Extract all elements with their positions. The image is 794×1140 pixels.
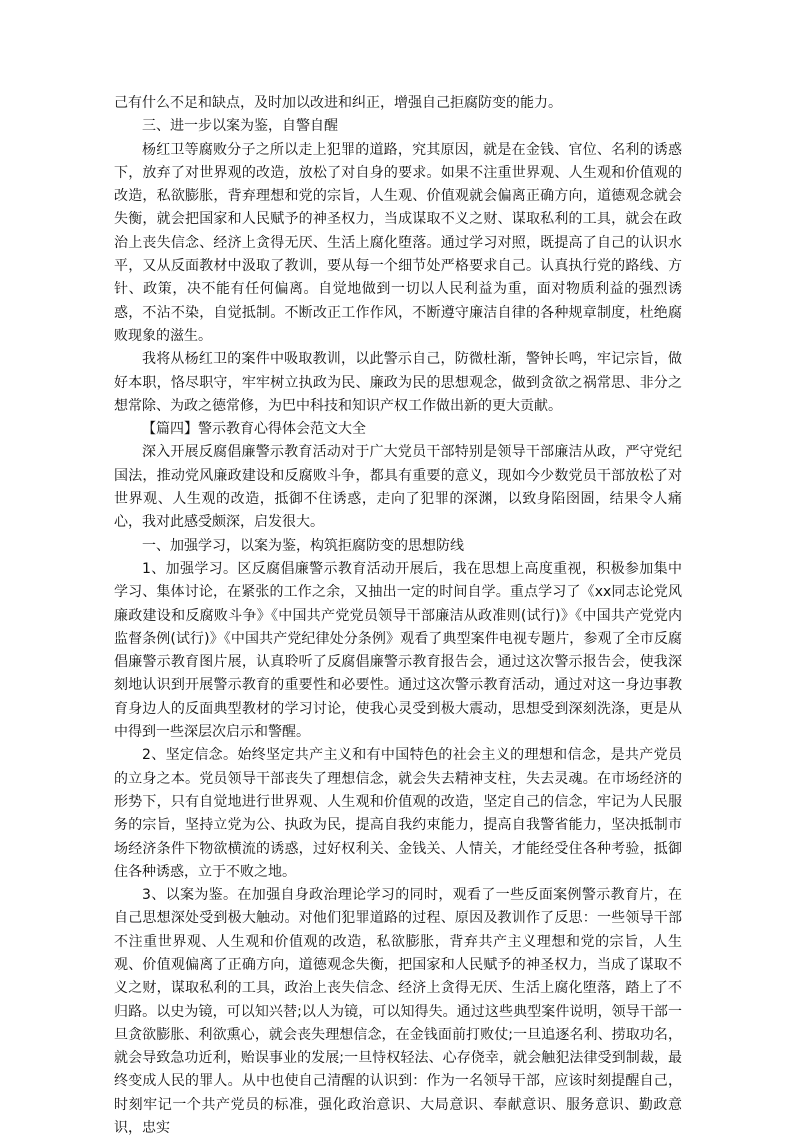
document-body — [114, 92, 682, 1140]
paragraph-7: 3、以案为鉴。在加强自身政治理论学习的同时，观看了一些反面案例警示教育片，在自己思想深处受到极大触动。对他们犯罪道路的过程、原因及教训作了反思：一些领导干部不注重世界观、人生观和价值观的改造，私欲膨胀，背弃共产主义理想和党的宗旨，人生观、价值观偏离了正确方向，道德观念失衡，把国家和人民赋予的神圣权力，当成了谋取不义之财，谋取私利的工具，政治上丧失信念、经济上贪得无厌、生活上腐化堕落，踏上了不归路。以史为镜，可以知兴替;以人为镜，可以知得失。通过这些典型案件说明，领导干部一旦贪欲膨胀、利欲熏心，就会丧失理想信念，在金钱面前打败仗;一旦追逐名利、捞取功名，就会导致急功近利，贻误事业的发展;一旦恃权轻法、心存侥幸，就会触犯法律受到制裁，最终变成人民的罪人。从中也使自己清醒的认识到：作为一名领导干部，应该时刻提醒自己，时刻牢记一个共产党员的标准，强化政治意识、大局意识、奉献意识、服务意识、勤政意识，忠实 — [114, 887, 682, 1137]
paragraph-4: 深入开展反腐倡廉警示教育活动对于广大党员干部特别是领导干部廉洁从政，严守党纪国法，推动党风廉政建设和反腐败斗争，都具有重要的意义，现如今少数党员干部放松了对世界观、人生观的改造，抵御不住诱惑，走向了犯罪的深渊，以致身陷囹圄，结果令人痛心，我对此感受颇深，启发很大。 — [114, 444, 682, 531]
paragraph-2: 杨红卫等腐败分子之所以走上犯罪的道路，究其原因，就是在金钱、官位、名利的诱惑下，放弃了对世界观的改造，放松了对自身的要求。如果不注重世界观、人生观和价值观的改造，私欲膨胀，背弃理想和党的宗旨，人生观、价值观就会偏离正确方向，道德观念就会失衡，就会把国家和人民赋予的神圣权力，当成谋取不义之财、谋取私利的工具，就会在政治上丧失信念、经济上贪得无厌、生活上腐化堕落。通过学习对照，既提高了自己的认识水平，又从反面教材中汲取了教训，要从每一个细节处严格要求自己。认真执行党的路线、方针、政策，决不能有任何偏离。自觉地做到一切以人民利益为重，面对物质利益的强烈诱惑，不沾不染，自觉抵制。不断改正工作作风，不断遵守廉洁自律的各种规章制度，杜绝腐败现象的滋生。 — [114, 141, 682, 344]
paragraph-1: 己有什么不足和缺点，及时加以改进和纠正，增强自己拒腐防变的能力。 — [114, 95, 562, 111]
paragraph-5: 1、加强学习。区反腐倡廉警示教育活动开展后，我在思想上高度重视，积极参加集中学习、集体讨论，在紧张的工作之余，又抽出一定的时间自学。重点学习了《xx同志论党风廉政建设和反腐败斗争》《中国共产党党员领导干部廉洁从政准则(试行)》《中国共产党党内监督条例(试行)》《中国共产党纪律处分条例》观看了典型案件电视专题片，参观了全市反腐倡廉警示教育图片展，认真聆听了反腐倡廉警示教育报告会，通过这次警示报告会，使我深刻地认识到开展警示教育的重要性和必要性。通过这次警示教育活动，通过对这一身边事教育身边人的反面典型教材的学习讨论，使我心灵受到极大震动，思想受到深刻洗涤，更是从中得到一些深层次启示和警醒。 — [114, 560, 682, 741]
section-heading-3: 三、进一步以案为鉴，自警自醒 — [142, 118, 338, 135]
paragraph-3: 我将从杨红卫的案件中吸取教训，以此警示自己，防微杜渐，警钟长鸣，牢记宗旨，做好本职，恪尽职守，牢牢树立执政为民、廉政为民的思想观念，做到贪欲之祸常思、非分之想常除、为政之德常修，为巴中科技和知识产权工作做出新的更大贡献。 — [114, 351, 682, 414]
section-heading-1: 一、加强学习，以案为鉴，构筑拒腐防变的思想防线 — [142, 537, 464, 554]
paragraph-6: 2、坚定信念。始终坚定共产主义和有中国特色的社会主义的理想和信念，是共产党员的立身之本。党员领导干部丧失了理想信念，就会失去精神支柱，失去灵魂。在市场经济的形势下，只有自觉地进行世界观、人生观和价值观的改造，坚定自己的信念，牢记为人民服务的宗旨，坚持立党为公、执政为民，提高自我约束能力，提高自我警省能力，坚决抵制市场经济条件下物欲横流的诱惑，过好权利关、金钱关、人情关，才能经受住各种考验，抵御住各种诱惑，立于不败之地。 — [114, 747, 682, 880]
article-heading-4: 【篇四】警示教育心得体会范文大全 — [142, 421, 366, 438]
